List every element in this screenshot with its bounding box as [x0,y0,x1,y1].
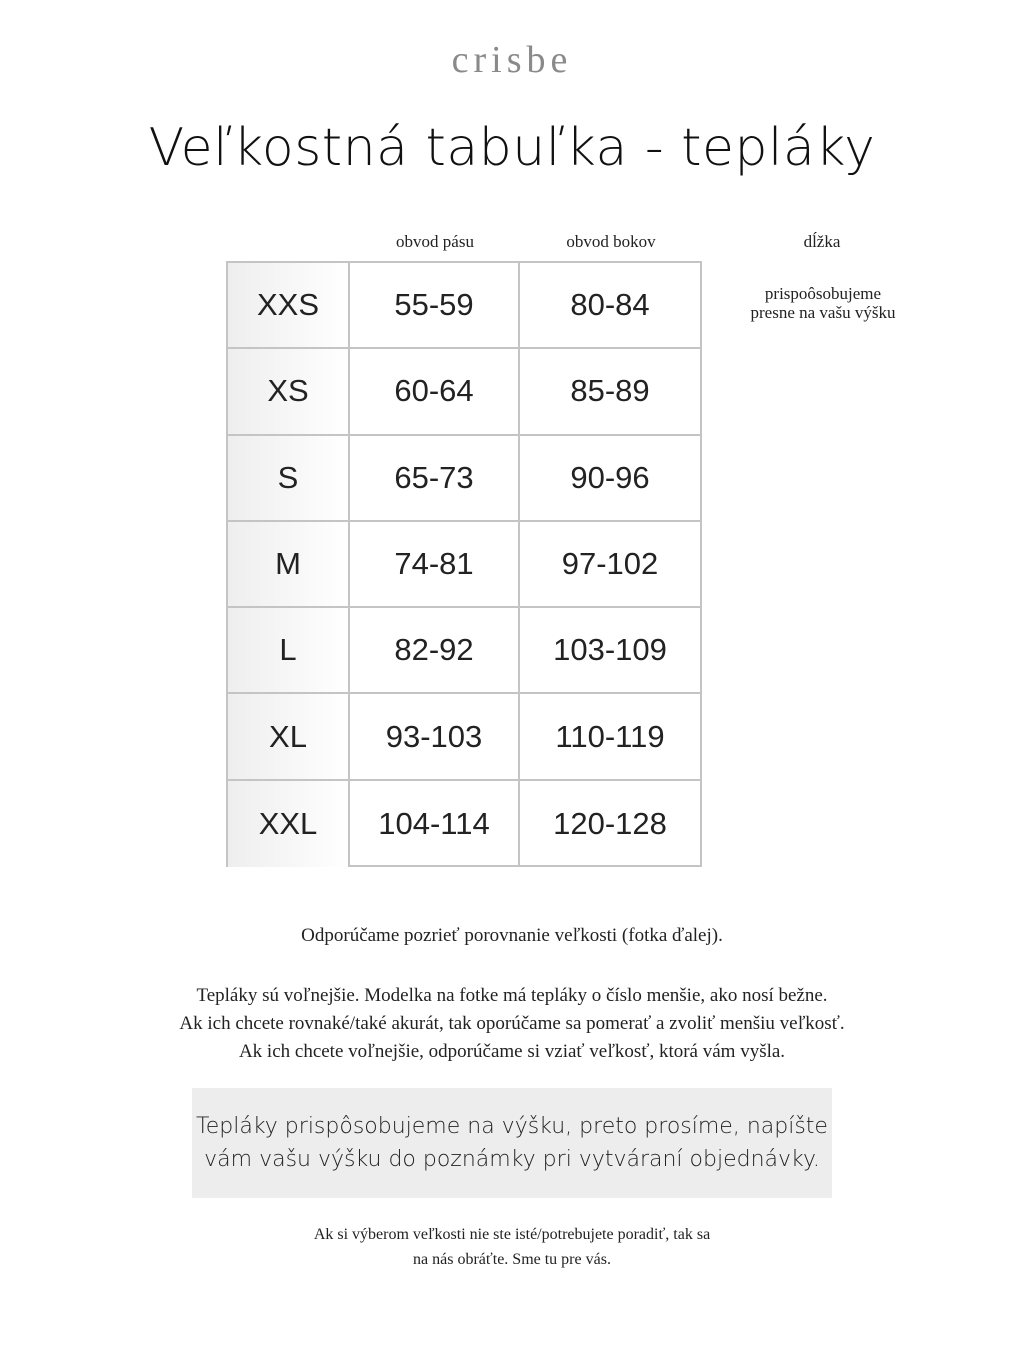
waist-cell: 93-103 [350,694,520,778]
size-cell: XL [228,694,350,778]
hips-cell: 103-109 [553,632,667,668]
hips-cell: 110-119 [555,718,665,754]
table-row [228,349,700,435]
table-row [228,608,700,694]
size-cell: XXS [228,263,350,347]
length-note-line: presne na vašu výšku [750,303,896,322]
recommendation-text: Odporúčame pozrieť porovnanie veľkosti (fotka ďalej). [301,925,723,946]
length-note [712,284,934,322]
size-cell: S [228,436,350,520]
size-cell: XS [228,349,350,433]
paragraph-line: Tepláky sú voľnejšie. Modelka na fotke má tepláky o číslo menšie, ako nosí bežne. [196,985,828,1006]
page-title: Veľkostná tabuľka - tepláky [148,118,876,178]
waist-cell: 60-64 [350,349,520,433]
paragraph-line: Ak ich chcete voľnejšie, odporúčame si vziať veľkosť, ktorá vám vyšla. [238,1041,786,1062]
contact-footer [0,1222,1024,1272]
size-cell: M [228,522,350,606]
paragraph-line: Ak ich chcete rovnaké/také akurát, tak oporúčame sa pomerať a zvoliť menšiu veľkosť. [179,1013,845,1034]
size-cell: XXL [228,781,350,867]
waist-cell: 55-59 [350,263,520,347]
footer-line: na nás obráťte. Sme tu pre vás. [413,1251,611,1268]
length-note-line: prispoôsobujeme [764,284,882,303]
height-notice-box [192,1088,832,1198]
hips-cell: 80-84 [570,287,650,323]
waist-cell: 74-81 [350,522,520,606]
waist-cell: 82-92 [350,608,520,692]
notice-line: Tepláky prispôsobujeme na výšku, preto prosíme, napíšte [196,1114,828,1139]
table-row [228,781,700,867]
waist-cell: 104-114 [350,781,520,867]
column-header-length: dĺžka [803,232,841,251]
column-header-hips: obvod bokov [566,232,656,251]
footer-line: Ak si výberom veľkosti nie ste isté/potrebujete poradiť, tak sa [313,1226,711,1243]
size-cell: L [228,608,350,692]
waist-cell: 65-73 [350,436,520,520]
brand-logo: crisbe [451,39,573,81]
table-row [228,694,700,780]
hips-cell: 97-102 [561,546,659,582]
table-row [228,522,700,608]
hips-cell: 85-89 [570,373,650,409]
table-row [228,263,700,349]
table-row [228,436,700,522]
hips-cell: 120-128 [553,805,667,841]
notice-line: vám vašu výšku do poznámky pri vytváraní objednávky. [204,1147,820,1172]
fit-info-paragraph [0,982,1024,1066]
column-header-waist: obvod pásu [396,232,474,251]
size-table [226,261,702,867]
hips-cell: 90-96 [570,459,650,495]
